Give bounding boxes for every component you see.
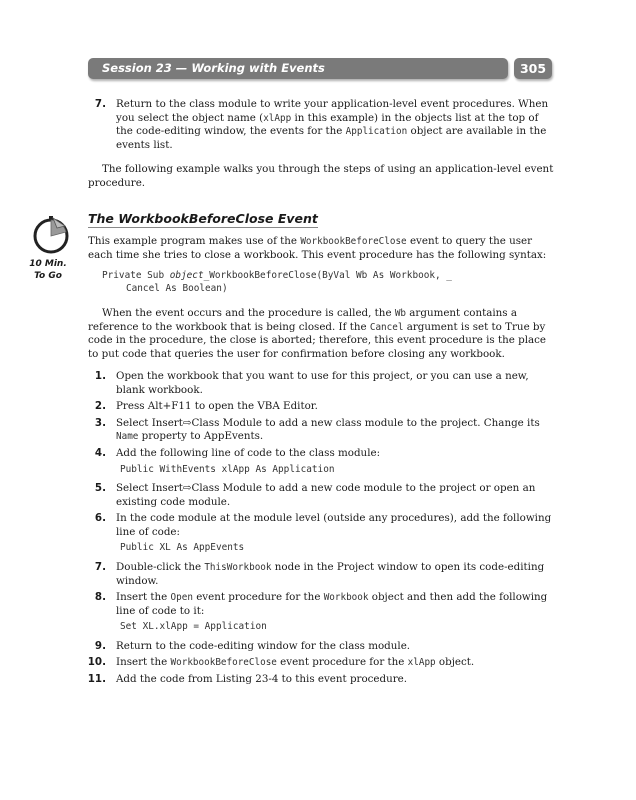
list-item: 7. Return to the class module to write your application-level event procedures. When you select the object name (xlApp in this example) in the objects list at the top of the code-editing window, the events for the Application object are available in the events list. — [86, 98, 556, 152]
list-item: 4. Add the following line of code to the class module: Public WithEvents xlApp As Application — [86, 447, 556, 476]
list-item: 9. Return to the code-editing window for the class module. — [94, 639, 411, 652]
list-item: 11. Add the code from Listing 23-4 to this event procedure. — [87, 673, 408, 685]
list-item: 1. Open the workbook that you want to use for this project, or you can use a new, blank workbook. — [94, 370, 529, 396]
list-item: 10. Insert the WorkbookBeforeClose event procedure for the xlApp object. — [87, 656, 475, 669]
code-line: Public XL As AppEvents — [120, 542, 245, 554]
header-title: Session 23 — Working with Events — [102, 61, 325, 75]
section-paragraph-1: This example program makes use of the WorkbookBeforeClose event to query the user each time she tries to close a workbook. This event procedure has the following syntax: — [88, 235, 547, 261]
menu-arrow-icon: ⇨ — [182, 416, 192, 429]
intro-paragraph: The following example walks you through the steps of using an application-level event procedure. — [88, 163, 554, 189]
list-item: 3. Select Insert⇨Class Module to add a new class module to the project. Change its Name property to AppEvents. — [94, 416, 540, 443]
list-item: 5. Select Insert⇨Class Module to add a new code module to the project or open an existing code module. — [94, 482, 536, 508]
numbered-list-top — [86, 98, 556, 152]
time-remaining-label: 10 Min. To Go — [29, 259, 67, 281]
section-paragraph-2: When the event occurs and the procedure is called, the Wb argument contains a reference to the workbook that is being closed. If the Cancel argument is set to True by code in the procedure, the close is aborted; therefore, this event procedure is the place to put code that queries the user for confirmation before closing any workbook. — [88, 307, 547, 360]
list-item: 7. Double-click the ThisWorkbook node in the Project window to open its code-editing window. — [94, 560, 545, 587]
stopwatch-icon — [31, 214, 73, 256]
list-number: 7. — [94, 98, 106, 110]
code-line: Set XL.xlApp = Application — [120, 621, 267, 633]
list-item: 8. Insert the Open event procedure for the Workbook object and then add the following line of code to it: Set XL.xlApp = Application — [86, 591, 556, 634]
menu-arrow-icon: ⇨ — [182, 482, 192, 495]
numbered-list-steps — [86, 370, 556, 687]
section-heading: The WorkbookBeforeClose Event — [88, 211, 318, 226]
list-item: 2. Press Alt+F11 to open the VBA Editor. — [94, 400, 318, 413]
list-item: 6. In the code module at the module level (outside any procedures), add the following line of code: Public XL As AppEvents — [86, 512, 556, 555]
code-line: Public WithEvents xlApp As Application — [120, 463, 335, 475]
running-header — [88, 58, 508, 79]
page-number: 305 — [514, 58, 552, 79]
syntax-code-block: Private Sub object_WorkbookBeforeClose(ByVal Wb As Workbook, _ Cancel As Boolean) — [102, 270, 452, 294]
